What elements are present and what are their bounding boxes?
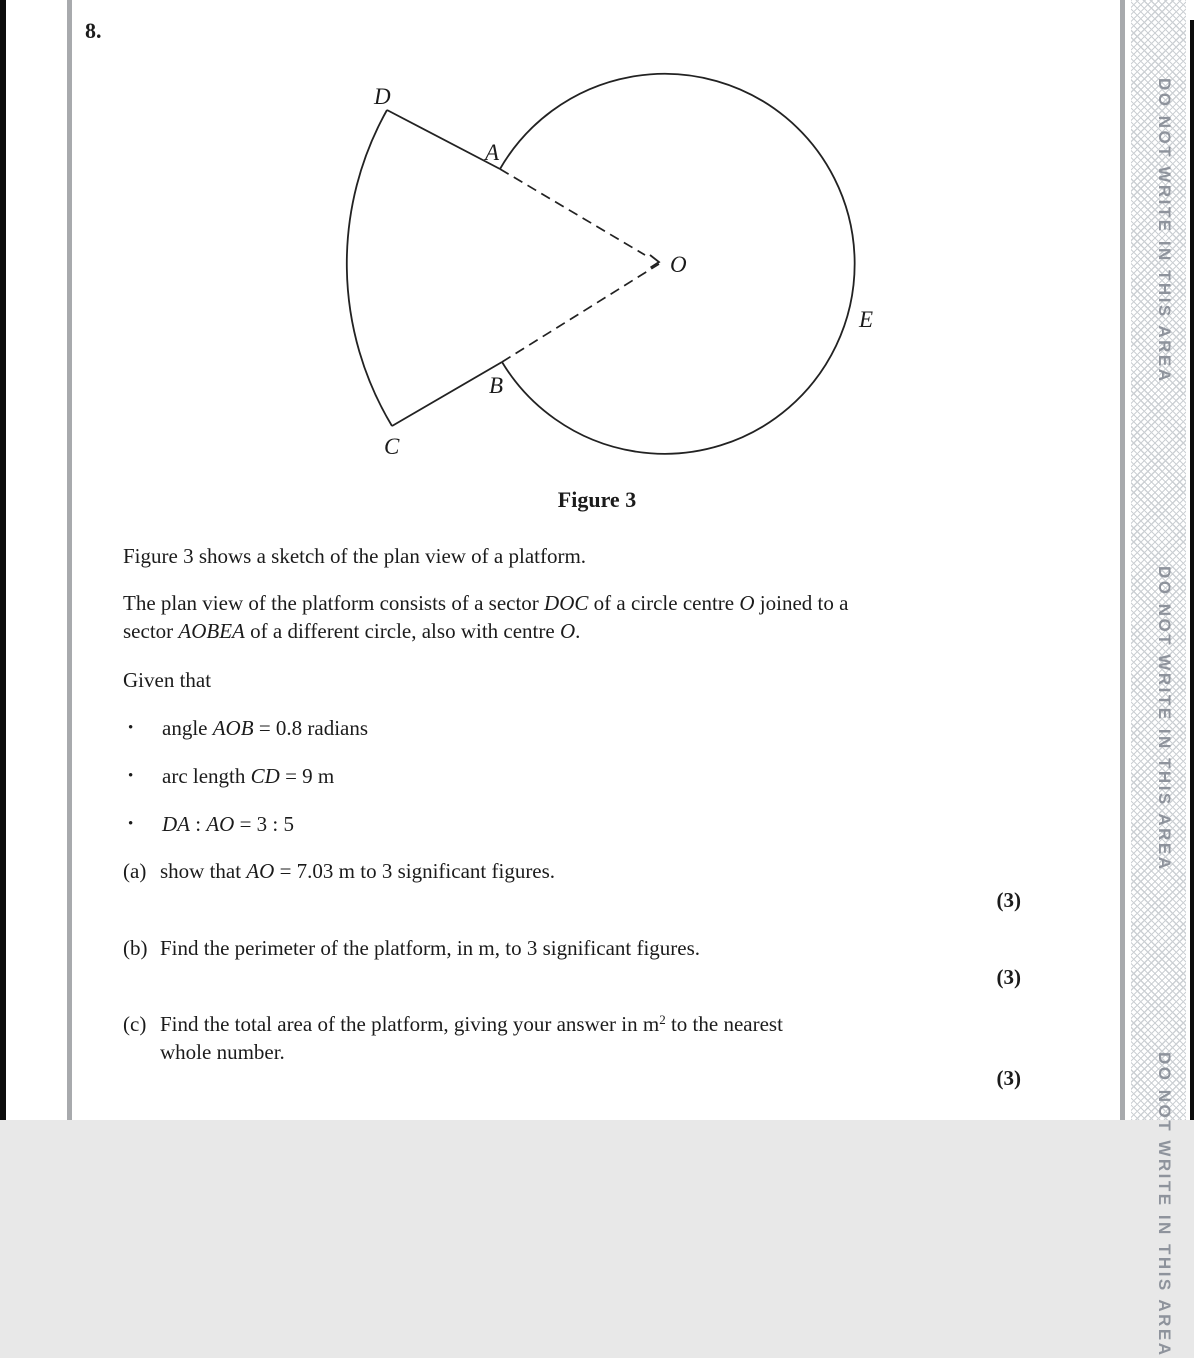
page-edge-left bbox=[0, 0, 6, 1120]
part-a-label: (a) bbox=[123, 859, 147, 883]
point-label-c: C bbox=[384, 434, 400, 459]
figure-caption: Figure 3 bbox=[557, 487, 637, 512]
intro-text: Figure 3 shows a sketch of the plan view of a platform. bbox=[123, 544, 587, 568]
page-edge-right bbox=[1190, 20, 1194, 1120]
point-label-d: D bbox=[374, 84, 391, 109]
part-b-text: Find the perimeter of the platform, in m, to 3 significant figures. bbox=[160, 936, 701, 960]
part-c bbox=[123, 1010, 1021, 1066]
do-not-write-warning: DO NOT WRITE IN THIS AREA bbox=[1155, 78, 1174, 384]
point-label-a: A bbox=[485, 140, 500, 165]
dashed-radius-ob bbox=[502, 264, 659, 362]
bullet-marker: • bbox=[128, 720, 134, 736]
bullet-item-ratio bbox=[123, 810, 1021, 838]
line-c-to-b bbox=[392, 362, 502, 426]
bullet-text: DA : AO = 3 : 5 bbox=[162, 812, 295, 836]
sector-arc-d-to-c bbox=[347, 110, 392, 426]
bullet-item-angle bbox=[123, 714, 1021, 742]
description-text: The plan view of the platform consists of a sector DOC of a circle centre O joined to a sector AOBEA of a different circle, also with centre O. bbox=[123, 591, 849, 643]
part-a bbox=[123, 857, 1021, 885]
dashed-radius-oa bbox=[500, 169, 645, 255]
figure-3-diagram bbox=[320, 55, 900, 475]
point-label-b: B bbox=[489, 373, 504, 398]
right-margin-rule bbox=[1120, 0, 1125, 1120]
marks-a: (3) bbox=[996, 888, 1021, 912]
marks-c: (3) bbox=[996, 1066, 1021, 1090]
do-not-write-warning: DO NOT WRITE IN THIS AREA bbox=[1155, 566, 1174, 872]
point-label-o: O bbox=[670, 252, 687, 277]
part-a-text: show that AO = 7.03 m to 3 significant figures. bbox=[160, 859, 556, 883]
do-not-write-warning: DO NOT WRITE IN THIS AREA bbox=[1155, 1052, 1174, 1358]
marks-b: (3) bbox=[996, 965, 1021, 989]
bullet-marker: • bbox=[128, 768, 134, 784]
left-margin-rule bbox=[67, 0, 72, 1120]
bullet-item-arc-length bbox=[123, 762, 1021, 790]
bullet-marker: • bbox=[128, 816, 134, 832]
bullet-text: angle AOB = 0.8 radians bbox=[162, 716, 369, 740]
line-d-to-a bbox=[387, 110, 500, 169]
part-b bbox=[123, 934, 1021, 962]
question-body bbox=[123, 542, 1021, 1092]
point-label-e: E bbox=[859, 307, 874, 332]
part-b-label: (b) bbox=[123, 936, 148, 960]
part-c-text: Find the total area of the platform, giving your answer in $m^2$ to the nearest whole number. bbox=[160, 1012, 783, 1064]
part-c-label: (c) bbox=[123, 1012, 147, 1036]
bullet-text: arc length CD = 9 m bbox=[162, 764, 335, 788]
question-number: 8. bbox=[85, 18, 102, 43]
given-label: Given that bbox=[123, 668, 212, 692]
